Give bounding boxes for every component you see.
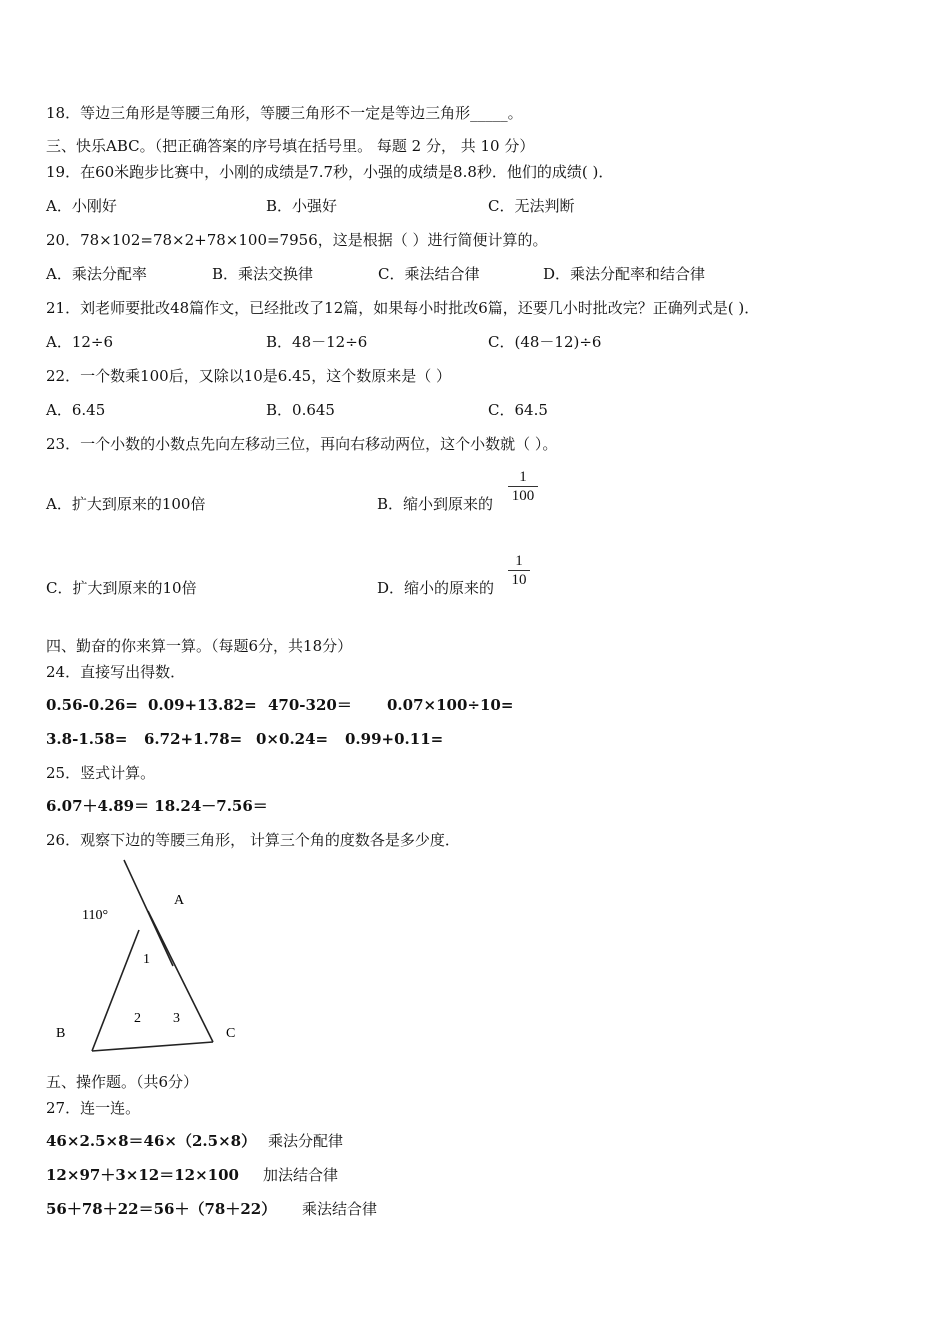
q22-option-a: A．6.45 [46,401,106,419]
question-25: 25．竖式计算。 [46,764,156,782]
match-left-1: 46×2.5×8＝46×（2.5×8） [46,1132,257,1150]
match-right-3: 乘法结合律 [302,1200,378,1218]
q19-option-c: C．无法判断 [488,197,575,215]
q23-fraction-d [508,552,530,589]
q20-option-d: D．乘法分配率和结合律 [543,265,706,283]
question-21: 21．刘老师要批改48篇作文，已经批改了12篇，如果每小时批改6篇，还要几小时批改完？正确列式是( )． [46,299,760,317]
angle-number-2: 2 [134,1011,141,1026]
q22-option-c: C．64.5 [488,401,548,419]
q23-option-a: A．扩大到原来的100倍 [46,495,206,513]
q23-option-d: D．缩小的原来的 [377,579,495,597]
question-24: 24．直接写出得数． [46,663,186,681]
q21-option-c: C．(48－12)÷6 [488,333,602,351]
angle-number-3: 3 [173,1011,180,1026]
q21-option-b: B．48－12÷6 [266,333,368,351]
calc-item: 3.8-1.58= [46,730,128,748]
fraction-denominator: 100 [511,488,535,504]
q19-option-a: A．小刚好 [46,197,117,215]
angle-number-1: 1 [143,952,150,967]
match-right-2: 加法结合律 [263,1166,339,1184]
fraction-numerator: 1 [519,469,527,485]
fraction-numerator: 1 [515,553,523,569]
side-ab [92,930,139,1051]
calc-item: 0.07×100÷10= [387,696,514,714]
q22-option-b: B．0.645 [266,401,335,419]
q20-option-a: A．乘法分配率 [46,265,147,283]
vertical-calc-expr: 6.07＋4.89＝ 18.24－7.56＝ [46,797,268,815]
question-26: 26．观察下边的等腰三角形， 计算三个角的度数各是多少度． [46,831,460,849]
q20-option-b: B．乘法交换律 [212,265,314,283]
section-5-title: 五、操作题。（共6分） [46,1073,199,1091]
calc-item: 0.56-0.26= [46,696,138,714]
question-20: 20．78×102=78×2+78×100=7956，这是根据（ ）进行简便计算的。 [46,231,548,249]
calc-item: 0.09+13.82= [148,696,257,714]
calc-item: 6.72+1.78= [144,730,243,748]
calc-item: 470-320＝ [268,696,352,714]
vertex-label-c: C [226,1026,236,1041]
match-left-2: 12×97＋3×12＝12×100 [46,1166,239,1184]
match-left-3: 56＋78＋22＝56＋（78＋22） [46,1200,277,1218]
fraction-denominator: 10 [511,572,527,588]
q23-option-b: B．缩小到原来的 [377,495,494,513]
match-right-1: 乘法分配律 [268,1132,344,1150]
isosceles-triangle-figure [46,856,246,1056]
vertex-label-a: A [174,893,185,908]
calc-item: 0×0.24= [256,730,329,748]
side-ac [148,911,213,1042]
calc-item: 0.99+0.11= [345,730,444,748]
q21-option-a: A．12÷6 [46,333,114,351]
vertex-label-b: B [56,1026,66,1041]
question-19: 19．在60米跑步比赛中，小刚的成绩是7.7秒，小强的成绩是8.8秒．他们的成绩( )． [46,163,614,181]
side-bc [92,1042,213,1051]
question-23: 23．一个小数的小数点先向左移动三位，再向右移动两位，这个小数就（ ）。 [46,435,558,453]
question-27: 27．连一连。 [46,1099,141,1117]
q19-option-b: B．小强好 [266,197,338,215]
section-4-title: 四、勤奋的你来算一算。（每题6分，共18分） [46,637,353,655]
angle-label-110: 110° [82,908,109,923]
q20-option-c: C．乘法结合律 [378,265,480,283]
question-22: 22．一个数乘100后，又除以10是6.45，这个数原来是（ ） [46,367,451,385]
q23-fraction-b [508,468,538,505]
section-3-title: 三、快乐ABC。（把正确答案的序号填在括号里。 每题 2 分， 共 10 分） [46,137,535,155]
q23-option-c: C．扩大到原来的10倍 [46,579,197,597]
question-18: 18．等边三角形是等腰三角形，等腰三角形不一定是等边三角形_____。 [46,104,523,122]
